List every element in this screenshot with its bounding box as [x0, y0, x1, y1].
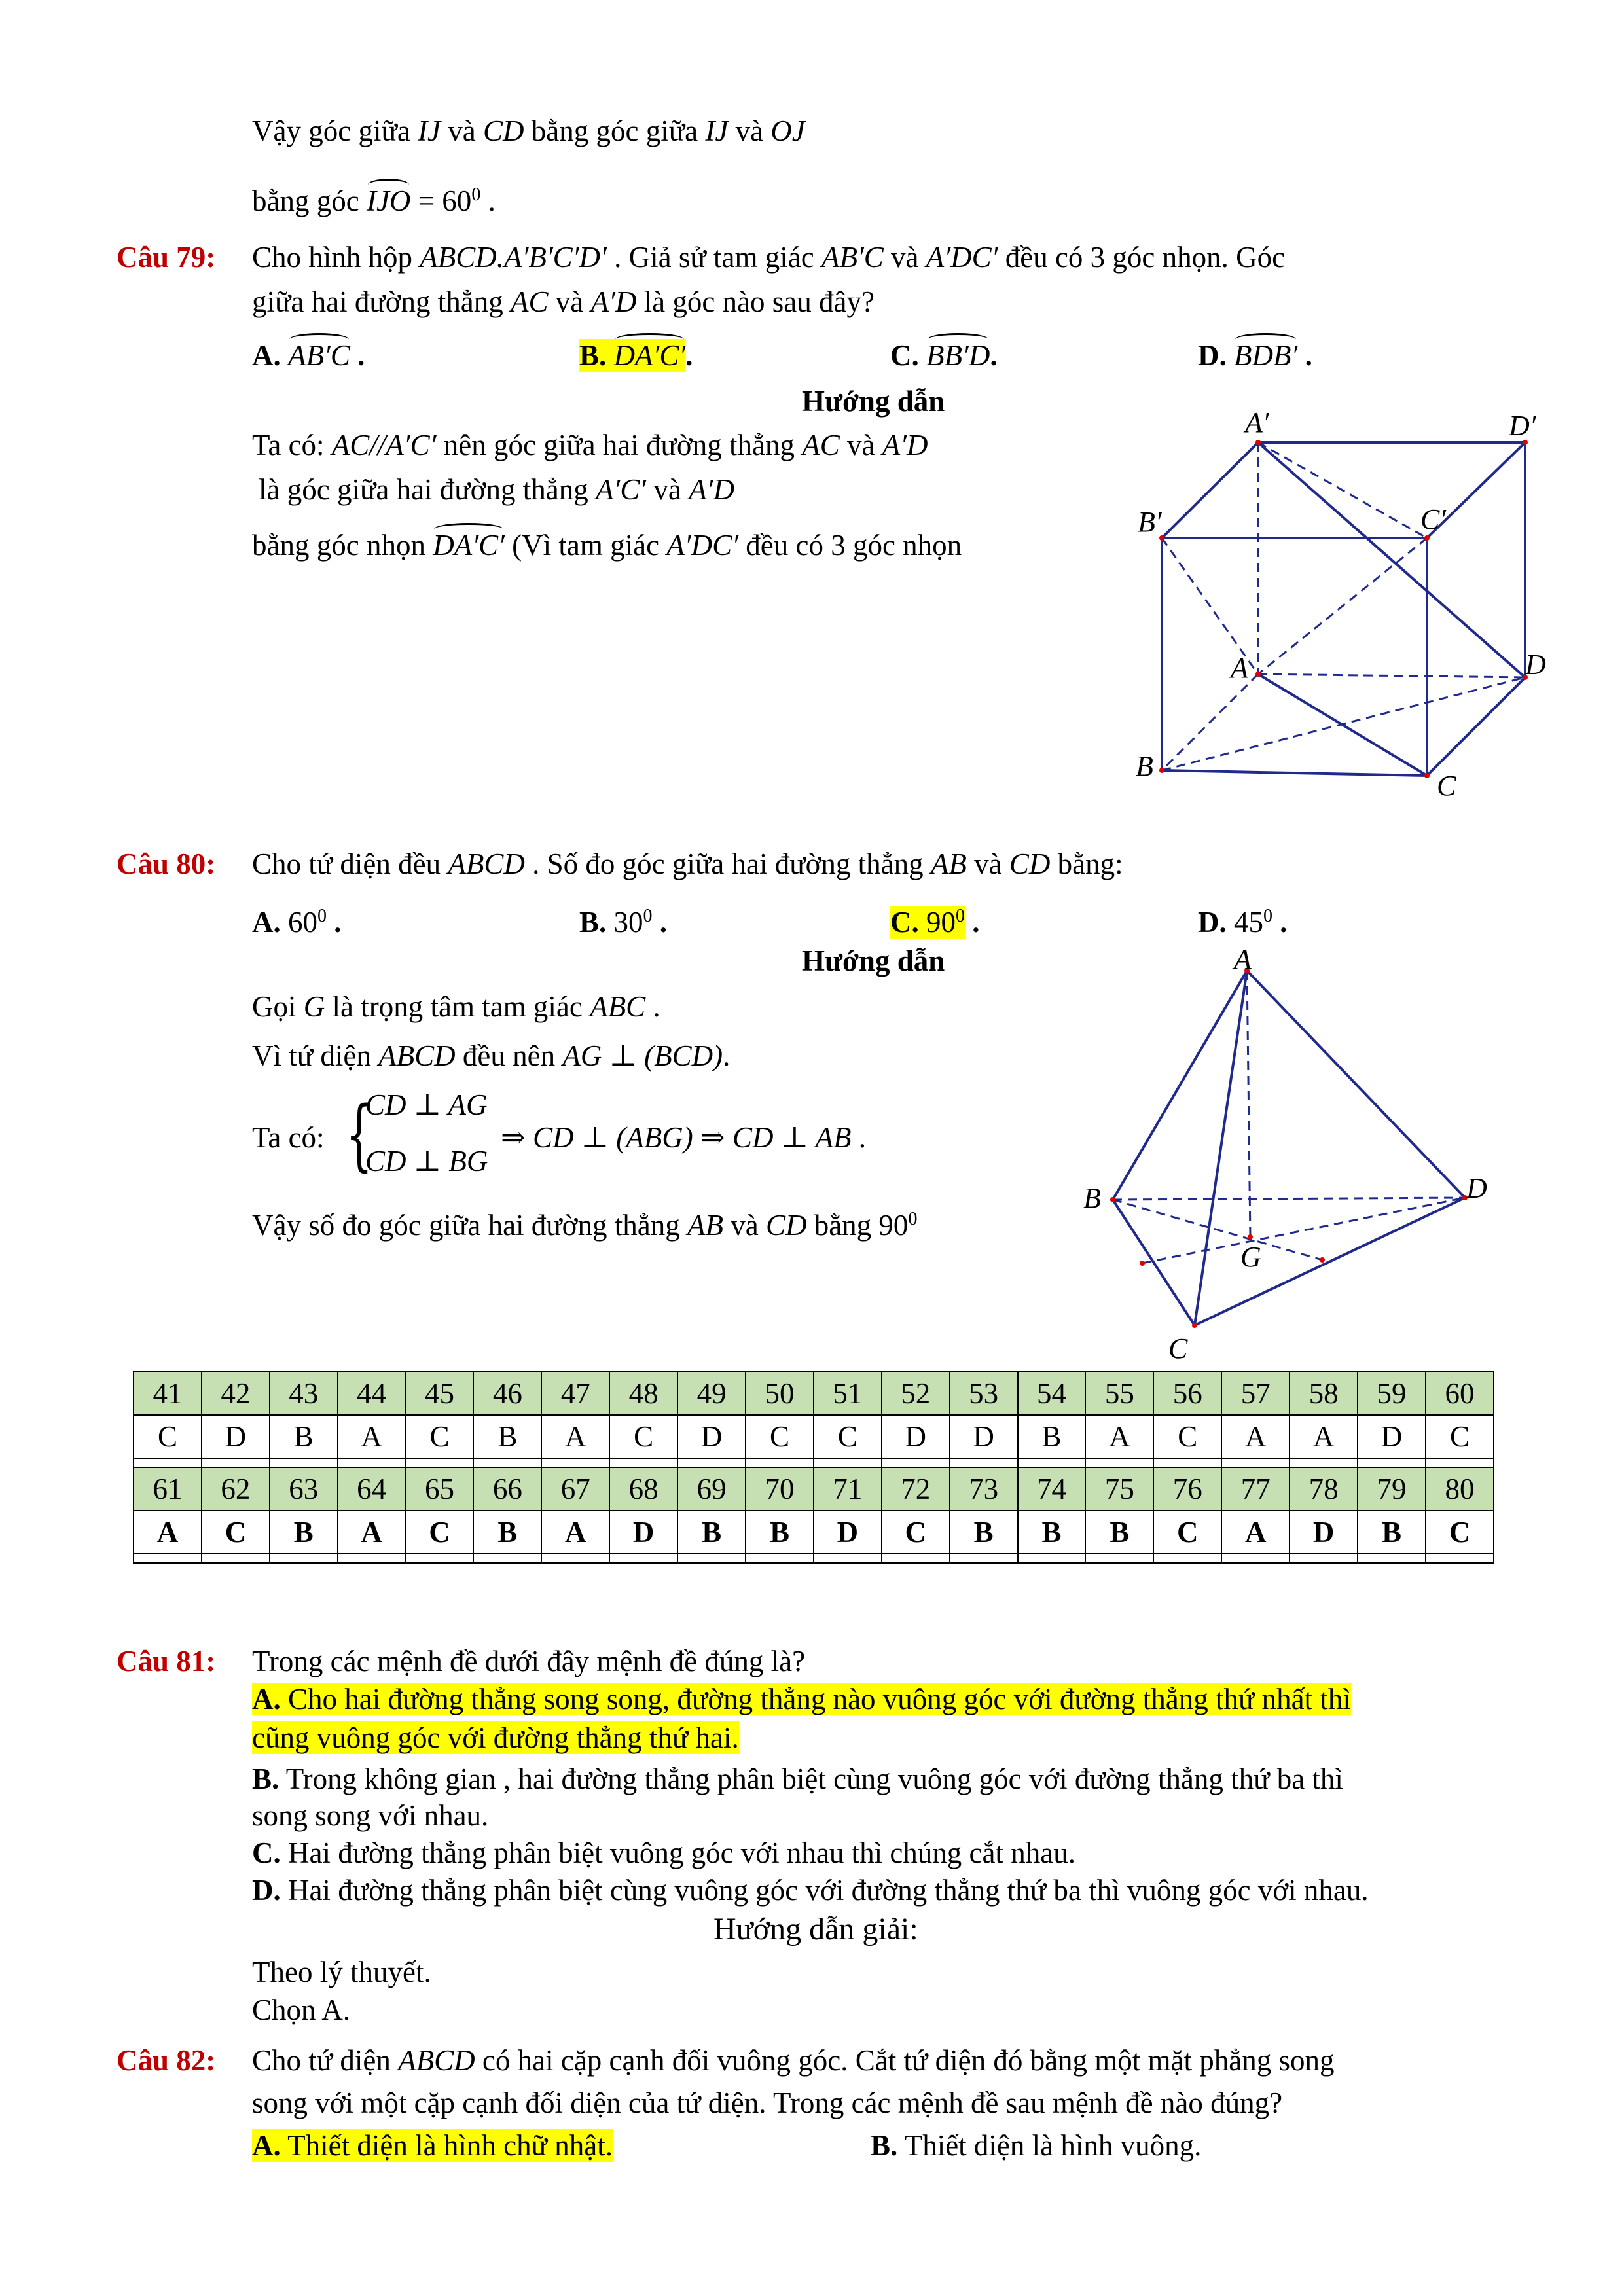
q81-option-a-line-2[interactable] — [252, 1719, 739, 1756]
q82-label: Câu 82: — [117, 2044, 216, 2077]
q79-option-b[interactable] — [579, 337, 693, 374]
math: A′DC′ — [926, 241, 998, 274]
q82-option-a[interactable] — [252, 2127, 613, 2164]
text: . — [480, 185, 496, 217]
table-row — [134, 1511, 1494, 1554]
table-cell: B — [1018, 1415, 1086, 1458]
table-cell: D — [202, 1415, 270, 1458]
edge — [1162, 442, 1258, 538]
table-spacer-row — [134, 1554, 1494, 1563]
system-line-2: CD ⊥ BG — [365, 1145, 488, 1177]
table-cell: 59 — [1358, 1372, 1426, 1415]
text: . — [652, 906, 668, 939]
degree: 0 — [908, 1209, 918, 1229]
table-row — [134, 1372, 1494, 1415]
vertex-dot — [1192, 1323, 1197, 1328]
table-row — [134, 1467, 1494, 1511]
option-letter: B. — [871, 2129, 898, 2162]
q79-stem-line-2 — [252, 283, 875, 320]
text: bằng: — [1050, 848, 1123, 880]
answer-table — [133, 1371, 1494, 1564]
text: Trong không gian , hai đường thẳng phân biệt cùng vuông góc với đường thẳng thứ ba thì — [279, 1763, 1343, 1795]
text: song song với nhau. — [252, 1799, 489, 1832]
text: là trọng tâm tam giác — [325, 990, 590, 1023]
table-cell: A — [338, 1511, 406, 1554]
q79-guide-heading: Hướng dẫn — [802, 385, 945, 418]
table-cell: D — [950, 1415, 1018, 1458]
math: AC — [802, 429, 840, 461]
intro-line-2 — [252, 177, 496, 219]
math: A′D — [590, 285, 637, 318]
table-cell: B — [1358, 1511, 1426, 1554]
text: . — [350, 339, 365, 372]
option-letter: A. — [252, 906, 281, 939]
text: và — [646, 473, 689, 506]
option-letter: C. — [890, 339, 919, 372]
angle: AB′C — [288, 337, 350, 374]
vertex-dot — [1140, 1261, 1145, 1266]
option-letter: A. — [252, 339, 281, 372]
table-cell: D — [814, 1511, 882, 1554]
q80-guide-heading: Hướng dẫn — [802, 944, 945, 977]
vertex-dot — [1255, 672, 1261, 677]
edge — [1195, 971, 1247, 1325]
option-letter: B. — [579, 906, 607, 939]
math: ABC — [590, 990, 646, 1023]
degree: 0 — [956, 906, 965, 926]
math: ⇒ CD ⊥ (ABG) ⇒ CD ⊥ AB — [501, 1121, 852, 1154]
math: A′D — [689, 473, 734, 506]
table-cell: B — [1085, 1511, 1153, 1554]
edge — [1162, 770, 1427, 776]
value: 30 — [606, 906, 643, 939]
math: ABCD.A′B′C′D′ — [420, 241, 607, 274]
text: . — [685, 339, 693, 372]
table-cell: C — [746, 1415, 814, 1458]
angle: BB′D — [926, 337, 990, 374]
edge — [1427, 677, 1525, 776]
system-line-1: CD ⊥ AG — [365, 1088, 488, 1121]
table-cell: 43 — [270, 1372, 338, 1415]
table-cell: A — [1290, 1415, 1358, 1458]
table-cell: B — [270, 1415, 338, 1458]
table-cell: C — [1153, 1415, 1221, 1458]
table-cell: 51 — [814, 1372, 882, 1415]
table-cell: 57 — [1221, 1372, 1290, 1415]
text: . — [327, 906, 342, 939]
text: và — [548, 285, 591, 318]
vertex-label: B′ — [1138, 506, 1162, 538]
text: nên góc giữa hai đường thẳng — [436, 429, 803, 461]
math: AB — [930, 848, 967, 880]
text: . Giả sử tam giác — [606, 241, 821, 274]
vertex-label: A — [1234, 943, 1252, 975]
text: Vì tứ diện — [252, 1039, 379, 1072]
math: CD — [483, 115, 524, 147]
option-letter: A. — [252, 2129, 281, 2162]
text: . — [851, 1121, 866, 1154]
vertex-label: A′ — [1245, 406, 1269, 439]
q82-stem-line-1 — [252, 2042, 1335, 2079]
math: AC — [511, 285, 549, 318]
text: Thiết diện là hình chữ nhật. — [280, 2129, 613, 2162]
edge — [1113, 971, 1247, 1200]
table-cell: B — [677, 1511, 746, 1554]
hidden-edge — [1162, 674, 1258, 770]
text: . — [1272, 906, 1288, 939]
tetrahedron-figure — [1074, 942, 1499, 1368]
math: OJ — [770, 115, 805, 147]
table-cell: 55 — [1085, 1372, 1153, 1415]
q80-label: Câu 80: — [117, 848, 216, 880]
hidden-edge — [1258, 538, 1427, 674]
q79-guide-line-2 — [259, 471, 734, 508]
text: Cho hình hộp — [252, 241, 420, 274]
vertex-dot — [1424, 773, 1430, 778]
math: IJ — [705, 115, 729, 147]
text: và — [883, 241, 926, 274]
q80-guide-line-1 — [252, 988, 660, 1025]
math: ABCD — [398, 2044, 475, 2077]
table-cell: D — [609, 1511, 677, 1554]
q81-solution-line-2: Chọn A. — [252, 1994, 351, 2026]
hidden-edge — [1162, 677, 1525, 770]
q79-guide-line-3 — [252, 527, 962, 564]
hidden-edge — [1247, 971, 1250, 1237]
q80-guide-line-4 — [252, 1201, 917, 1244]
table-cell: B — [950, 1511, 1018, 1554]
table-cell: 66 — [473, 1467, 541, 1511]
table-cell: 75 — [1085, 1467, 1153, 1511]
edge — [1113, 1200, 1195, 1325]
option-letter: B. — [579, 339, 607, 372]
table-cell: A — [541, 1415, 609, 1458]
vertex-label: D — [1525, 649, 1546, 681]
angle: DA′C′ — [614, 337, 686, 374]
q80-option-d[interactable] — [1198, 898, 1288, 941]
vertex-label: B — [1136, 750, 1153, 782]
angle: BDB′ — [1234, 337, 1297, 374]
table-cell: B — [473, 1511, 541, 1554]
text: và — [839, 429, 882, 461]
text: . — [990, 339, 998, 372]
option-letter: D. — [252, 1874, 281, 1907]
math: ABCD — [448, 848, 525, 880]
table-cell: 48 — [609, 1372, 677, 1415]
math: AC//A′C′ — [331, 429, 437, 461]
text: Cho tứ diện đều — [252, 848, 448, 880]
math: IJ — [418, 115, 441, 147]
text: đều có 3 góc nhọn — [738, 529, 962, 562]
math: CD — [1009, 848, 1051, 880]
math: CD — [765, 1209, 807, 1242]
vertex-label: C′ — [1420, 503, 1446, 535]
value: 90 — [918, 906, 956, 939]
table-cell: 61 — [134, 1467, 202, 1511]
option-letter: B. — [252, 1763, 280, 1795]
option-letter: C. — [890, 906, 919, 939]
q81-option-b-line-1[interactable] — [252, 1761, 1343, 1797]
table-cell: C — [1426, 1415, 1494, 1458]
table-cell: 67 — [541, 1467, 609, 1511]
text: = 60 — [410, 185, 472, 217]
q79-option-d[interactable] — [1198, 337, 1312, 374]
table-cell: 47 — [541, 1372, 609, 1415]
text: và — [441, 115, 484, 147]
hidden-edge — [1142, 1198, 1465, 1263]
q81-option-b-line-2[interactable] — [252, 1797, 488, 1834]
text: có hai cặp cạnh đối vuông góc. Cắt tứ diện đó bằng một mặt phẳng song — [475, 2044, 1335, 2077]
table-cell: A — [541, 1511, 609, 1554]
table-cell: 58 — [1290, 1372, 1358, 1415]
table-cell: B — [473, 1415, 541, 1458]
edge — [1247, 971, 1465, 1198]
math: A′C′ — [595, 473, 647, 506]
hidden-edge — [1258, 674, 1525, 677]
table-cell: 78 — [1290, 1467, 1358, 1511]
table-row — [134, 1415, 1494, 1458]
math: AB — [687, 1209, 723, 1242]
table-cell: 74 — [1018, 1467, 1086, 1511]
q80-guide-line-3-tail — [501, 1119, 866, 1156]
table-cell: A — [1221, 1511, 1290, 1554]
q80-option-b[interactable] — [579, 898, 667, 941]
table-cell: 64 — [338, 1467, 406, 1511]
q79-option-c[interactable] — [890, 337, 998, 374]
text: Gọi — [252, 990, 304, 1023]
text: Hai đường thẳng phân biệt cùng vuông góc với đường thẳng thứ ba thì vuông góc với nhau. — [280, 1874, 1369, 1907]
text: bằng 90 — [806, 1209, 909, 1242]
q80-option-c[interactable] — [890, 898, 980, 941]
table-cell: B — [746, 1511, 814, 1554]
edge — [1195, 1198, 1465, 1325]
table-cell: 56 — [1153, 1372, 1221, 1415]
table-cell: 70 — [746, 1467, 814, 1511]
hidden-edge — [1113, 1200, 1322, 1260]
table-cell: C — [1426, 1511, 1494, 1554]
option-letter: C. — [252, 1837, 281, 1869]
text: Vậy góc giữa — [252, 115, 418, 147]
table-cell: 52 — [882, 1372, 950, 1415]
math: ABCD — [378, 1039, 456, 1072]
vertex-label: C — [1168, 1333, 1188, 1365]
table-cell: 41 — [134, 1372, 202, 1415]
q81-option-a-line-1[interactable] — [252, 1681, 1351, 1717]
text: bằng góc nhọn — [252, 529, 433, 562]
table-cell: 53 — [950, 1372, 1018, 1415]
vertex-label: D′ — [1509, 410, 1536, 442]
text: đều nên — [455, 1039, 563, 1072]
table-cell: 73 — [950, 1467, 1018, 1511]
hidden-edge — [1258, 442, 1427, 538]
text: bằng góc — [252, 185, 367, 217]
q81-label: Câu 81: — [117, 1645, 216, 1677]
table-cell: 45 — [406, 1372, 474, 1415]
text: bằng góc giữa — [524, 115, 706, 147]
q81-guide-heading: Hướng dẫn giải: — [713, 1912, 918, 1946]
text: . — [723, 1039, 731, 1072]
table-cell: B — [270, 1511, 338, 1554]
table-cell: 60 — [1426, 1372, 1494, 1415]
table-cell: C — [406, 1415, 474, 1458]
intro-line-1 — [252, 113, 805, 149]
table-cell: 72 — [882, 1467, 950, 1511]
table-cell: 71 — [814, 1467, 882, 1511]
table-cell: C — [882, 1511, 950, 1554]
text: . — [965, 906, 980, 939]
table-cell: C — [406, 1511, 474, 1554]
text: Thiết diện là hình vuông. — [897, 2129, 1202, 2162]
q80-guide-line-3 — [252, 1119, 325, 1156]
vertex-label: B — [1083, 1182, 1101, 1214]
q81-stem: Trong các mệnh đề dưới đây mệnh đề đúng là? — [252, 1645, 806, 1677]
text: Vậy số đo góc giữa hai đường thẳng — [252, 1209, 687, 1242]
option-letter: D. — [1198, 339, 1227, 372]
math: A′D — [882, 429, 928, 461]
vertex-dot — [1110, 1197, 1115, 1202]
math: AB′C — [821, 241, 884, 274]
vertex-label: G — [1240, 1241, 1261, 1273]
q79-stem-line-1 — [252, 239, 1285, 276]
text: đều có 3 góc nhọn. Góc — [998, 241, 1286, 274]
system-brace: { — [346, 1089, 373, 1179]
table-cell: 46 — [473, 1372, 541, 1415]
parallelepiped-figure — [1113, 393, 1571, 812]
vertex-dot — [1424, 535, 1430, 541]
text: (Vì tam giác — [504, 529, 667, 562]
vertex-dot — [1159, 768, 1164, 773]
table-spacer-row — [134, 1458, 1494, 1467]
table-cell: A — [1085, 1415, 1153, 1458]
q80-stem — [252, 846, 1123, 882]
vertex-dot — [1320, 1257, 1325, 1263]
text: và — [728, 115, 771, 147]
table-cell: 62 — [202, 1467, 270, 1511]
hidden-edge — [1113, 1198, 1465, 1200]
text: giữa hai đường thẳng — [252, 285, 511, 318]
text: . Số đo góc giữa hai đường thẳng — [524, 848, 931, 880]
table-cell: 42 — [202, 1372, 270, 1415]
degree: 0 — [317, 906, 327, 926]
text: Ta có: — [252, 1121, 325, 1154]
table-cell: 50 — [746, 1372, 814, 1415]
angle: DA′C′ — [433, 527, 505, 564]
math: AG ⊥ (BCD) — [562, 1039, 723, 1072]
q79-option-a[interactable] — [252, 337, 365, 374]
q80-option-a[interactable] — [252, 898, 342, 941]
table-cell: 63 — [270, 1467, 338, 1511]
text: Hai đường thẳng phân biệt vuông góc với nhau thì chúng cắt nhau. — [280, 1837, 1075, 1869]
text: Cho hai đường thẳng song song, đường thẳng nào vuông góc với đường thẳng thứ nhất thì — [280, 1683, 1351, 1715]
table-cell: D — [882, 1415, 950, 1458]
vertex-dot — [1248, 1234, 1253, 1240]
table-cell: A — [338, 1415, 406, 1458]
table-cell: 49 — [677, 1372, 746, 1415]
text: và — [966, 848, 1009, 880]
text: Ta có: — [252, 429, 332, 461]
math: G — [303, 990, 325, 1023]
vertex-dot — [1255, 440, 1261, 445]
table-cell: 80 — [1426, 1467, 1494, 1511]
table-cell: D — [677, 1415, 746, 1458]
value: 60 — [280, 906, 317, 939]
table-cell: D — [1358, 1415, 1426, 1458]
q81-option-c[interactable] — [252, 1835, 1075, 1871]
text: là góc nào sau đây? — [636, 285, 875, 318]
table-cell: 44 — [338, 1372, 406, 1415]
table-cell: 54 — [1018, 1372, 1086, 1415]
q82-option-b[interactable] — [871, 2127, 1201, 2164]
table-cell: 68 — [609, 1467, 677, 1511]
angle: IJO — [367, 183, 410, 219]
table-cell: C — [1153, 1511, 1221, 1554]
table-cell: C — [202, 1511, 270, 1554]
text: là góc giữa hai đường thẳng — [259, 473, 596, 506]
q81-option-d[interactable] — [252, 1872, 1369, 1909]
option-letter: D. — [1198, 906, 1227, 939]
q79-guide-line-1 — [252, 427, 928, 463]
table-cell: D — [1290, 1511, 1358, 1554]
text: . — [1297, 339, 1312, 372]
table-cell: 76 — [1153, 1467, 1221, 1511]
table-cell: C — [134, 1415, 202, 1458]
degree: 0 — [643, 906, 653, 926]
vertex-label: D — [1466, 1172, 1487, 1204]
vertex-label: C — [1437, 770, 1456, 802]
option-letter: A. — [252, 1683, 281, 1715]
text: cũng vuông góc với đường thẳng thứ hai. — [252, 1721, 739, 1754]
value: 45 — [1226, 906, 1263, 939]
degree: 0 — [1263, 906, 1272, 926]
table-cell: 79 — [1358, 1467, 1426, 1511]
math: A′DC′ — [666, 529, 738, 562]
table-cell: C — [814, 1415, 882, 1458]
degree: 0 — [471, 185, 481, 205]
text: và — [723, 1209, 766, 1242]
table-cell: A — [134, 1511, 202, 1554]
text: . — [645, 990, 660, 1023]
table-cell: C — [609, 1415, 677, 1458]
table-cell: 69 — [677, 1467, 746, 1511]
table-cell: A — [1221, 1415, 1290, 1458]
table-cell: B — [1018, 1511, 1086, 1554]
q80-guide-line-2 — [252, 1037, 730, 1074]
table-cell: 77 — [1221, 1467, 1290, 1511]
table-cell: 65 — [406, 1467, 474, 1511]
q79-label: Câu 79: — [117, 241, 216, 274]
q82-stem-line-2: song với một cặp cạnh đối diện của tứ diện. Trong các mệnh đề sau mệnh đề nào đúng? — [252, 2087, 1283, 2119]
vertex-label: A — [1231, 652, 1248, 684]
q81-solution-line-1: Theo lý thuyết. — [252, 1956, 431, 1988]
text: Cho tứ diện — [252, 2044, 399, 2077]
